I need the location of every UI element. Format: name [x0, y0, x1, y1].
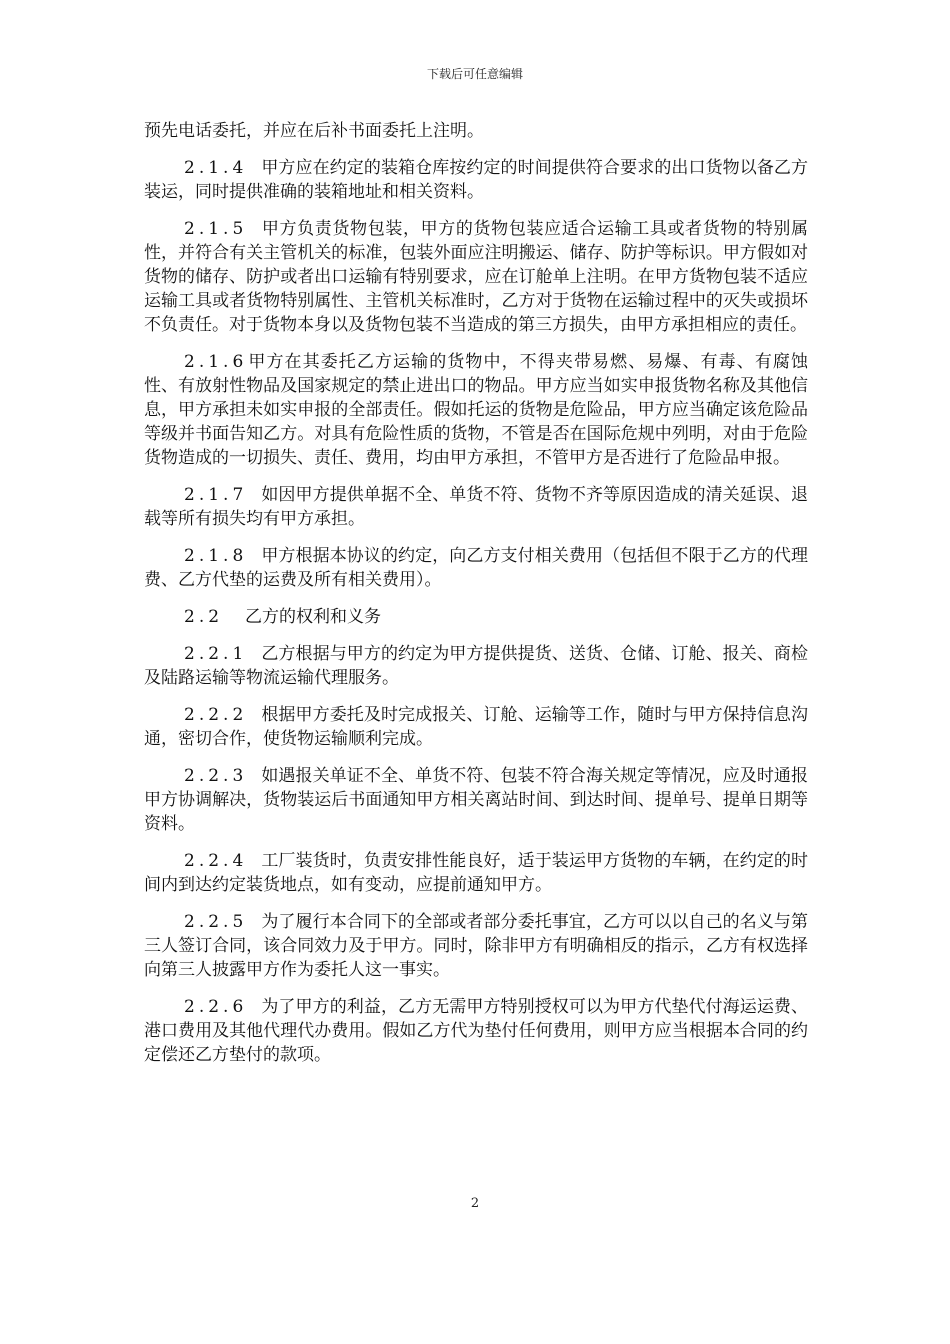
document-body	[144, 119, 808, 1080]
paragraph-text: 预先电话委托，并应在后补书面委托上注明。	[144, 121, 484, 141]
clause-2-2-6	[144, 995, 808, 1067]
clause-2-2-1	[144, 642, 808, 690]
clause-2-2-2	[144, 703, 808, 751]
clause-number: 2.2.3	[184, 766, 248, 786]
clause-number: 2.1.7	[184, 485, 248, 505]
clause-2-1-8	[144, 544, 808, 592]
page-number: 2	[470, 1196, 480, 1211]
clause-text: 为了甲方的利益，乙方无需甲方特别授权可以为甲方代垫代付海运运费、港口费用及其他代理代办费用。假如乙方代为垫付任何费用，则甲方应当根据本合同的约定偿还乙方垫付的款项。	[144, 997, 808, 1065]
clause-2-2-5	[144, 910, 808, 982]
section-number: 2.2	[184, 607, 224, 627]
clause-text: 如因甲方提供单据不全、单货不符、货物不齐等原因造成的清关延误、退载等所有损失均有甲方承担。	[144, 485, 808, 529]
page-header: 下载后可任意编辑	[426, 67, 523, 81]
clause-number: 2.1.4	[184, 158, 248, 178]
clause-number: 2.2.5	[184, 912, 248, 932]
clause-2-1-5	[144, 217, 808, 337]
clause-text: 甲方负责货物包装，甲方的货物包装应适合运输工具或者货物的特别属性，并符合有关主管机关的标准，包装外面应注明搬运、储存、防护等标识。甲方假如对货物的储存、防护或者出口运输有特别要求，应在订舱单上注明。在甲方货物包装不适应运输工具或者货物特别属性、主管机关标准时，乙方对于货物在运输过程中的灭失或损坏不负责任。对于货物本身以及货物包装不当造成的第三方损失，由甲方承担相应的责任。	[144, 219, 808, 335]
clause-number: 2.2.1	[184, 644, 248, 664]
clause-number: 2.2.6	[184, 997, 248, 1017]
clause-2-1-7	[144, 483, 808, 531]
clause-number: 2.1.8	[184, 546, 248, 566]
clause-text: 根据甲方委托及时完成报关、订舱、运输等工作，随时与甲方保持信息沟通，密切合作，使货物运输顺利完成。	[144, 705, 808, 749]
clause-number: 2.2.4	[184, 851, 248, 871]
paragraph-continuation	[144, 119, 808, 143]
clause-number: 2.1.6	[184, 352, 248, 372]
clause-2-2-4	[144, 849, 808, 897]
clause-number: 2.1.5	[184, 219, 248, 239]
section-2-2-heading	[144, 605, 808, 629]
clause-text: 甲方根据本协议的约定，向乙方支付相关费用（包括但不限于乙方的代理费、乙方代垫的运费及所有相关费用）。	[144, 546, 808, 590]
clause-text: 为了履行本合同下的全部或者部分委托事宜，乙方可以以自己的名义与第三人签订合同，该合同效力及于甲方。同时，除非甲方有明确相反的指示，乙方有权选择向第三人披露甲方作为委托人这一事实。	[144, 912, 808, 980]
clause-text: 甲方应在约定的装箱仓库按约定的时间提供符合要求的出口货物以备乙方装运，同时提供准确的装箱地址和相关资料。	[144, 158, 808, 202]
clause-text: 如遇报关单证不全、单货不符、包装不符合海关规定等情况，应及时通报甲方协调解决，货物装运后书面通知甲方相关离站时间、到达时间、提单号、提单日期等资料。	[144, 766, 808, 834]
clause-text: 工厂装货时，负责安排性能良好，适于装运甲方货物的车辆，在约定的时间内到达约定装货地点，如有变动，应提前通知甲方。	[144, 851, 808, 895]
clause-2-1-6	[144, 350, 808, 470]
clause-2-2-3	[144, 764, 808, 836]
clause-2-1-4	[144, 156, 808, 204]
clause-number: 2.2.2	[184, 705, 248, 725]
clause-text: 甲方在其委托乙方运输的货物中，不得夹带易燃、易爆、有毒、有腐蚀性、有放射性物品及国家规定的禁止进出口的物品。甲方应当如实申报货物名称及其他信息，甲方承担未如实申报的全部责任。假如托运的货物是危险品，甲方应当确定该危险品等级并书面告知乙方。对具有危险性质的货物，不管是否在国际危规中列明，对由于危险货物造成的一切损失、责任、费用，均由甲方承担，不管甲方是否进行了危险品申报。	[144, 352, 808, 468]
section-title: 乙方的权利和义务	[245, 607, 382, 627]
clause-text: 乙方根据与甲方的约定为甲方提供提货、送货、仓储、订舱、报关、商检及陆路运输等物流运输代理服务。	[144, 644, 808, 688]
